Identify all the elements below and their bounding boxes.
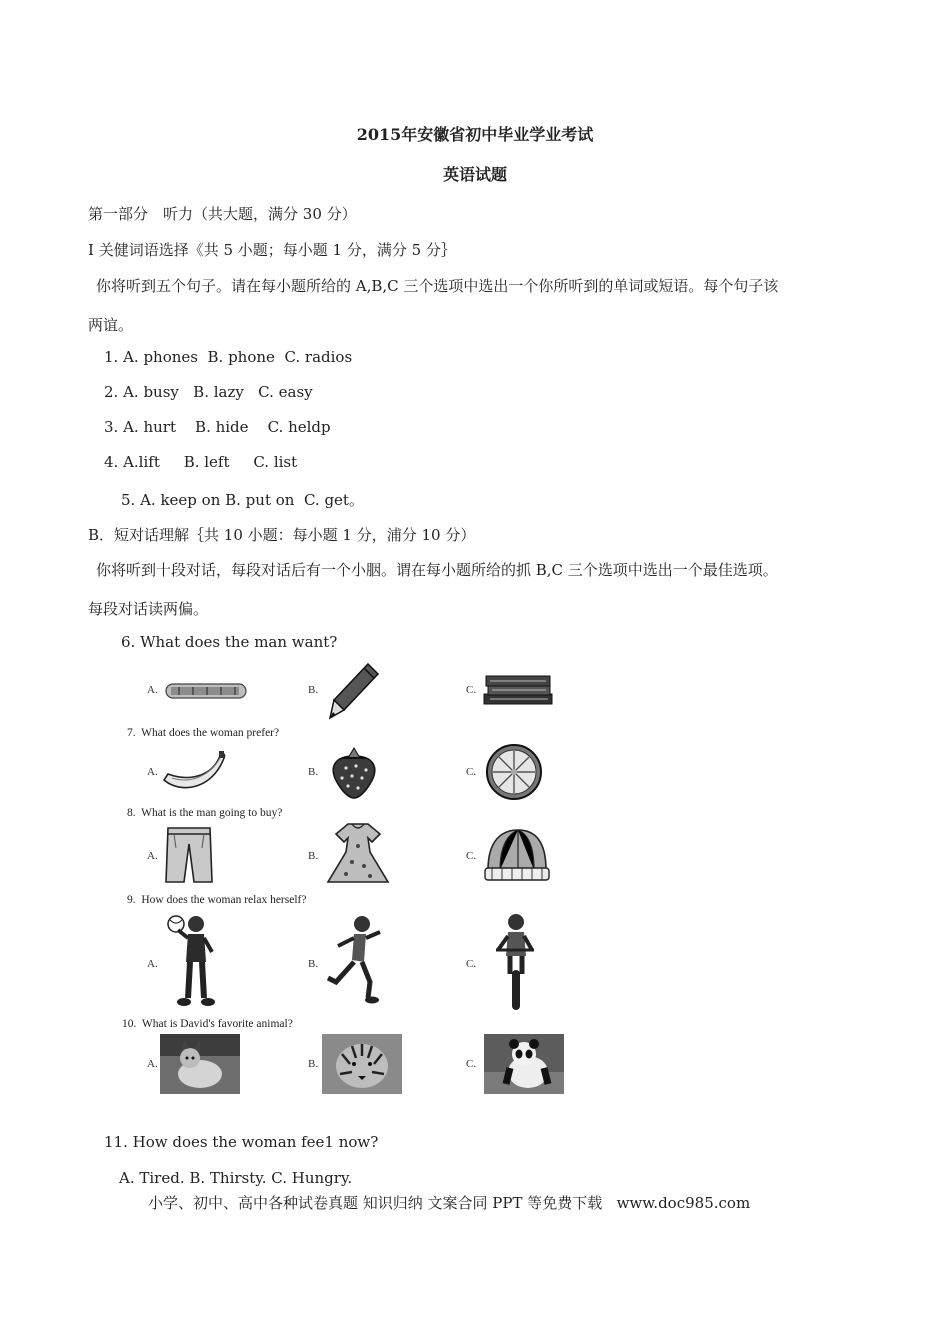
footer-note: 小学、初中、高中各种试卷真题 知识归纳 文案合同 PPT 等免费下载 www.doc985.com: [148, 1194, 751, 1212]
option-letter: C.: [466, 958, 477, 970]
option-letter: A.: [147, 958, 158, 970]
orange-icon: [484, 742, 544, 802]
dress-icon: [326, 822, 390, 886]
hat-icon: [482, 826, 552, 884]
pencil-icon: [328, 662, 380, 722]
volleyball-girl-icon: [166, 912, 222, 1012]
section-b-instruction: 你将听到十段对话，每段对话后有一个小胭。谓在每小题所给的抓 B,C 三个选项中选出一个最佳选项。: [96, 561, 778, 579]
option-letter: C.: [466, 850, 477, 862]
option-letter: A.: [147, 1058, 158, 1070]
exam-title: 2015年安徽省初中毕业学业考试: [356, 125, 594, 144]
section-a-heading: I 关健词语选择《共 5 小题；每小题 1 分，满分 5 分｝: [88, 241, 456, 259]
section-b-heading: B．短对话理解｛共 10 小题：每小题 1 分，浦分 10 分）: [88, 526, 476, 544]
question-2: 2. A. busy B. lazy C. easy: [104, 383, 313, 401]
running-girl-icon: [324, 912, 388, 1004]
question-11: 11. How does the woman fee1 now?: [104, 1133, 379, 1151]
option-letter: A.: [147, 850, 158, 862]
option-letter: B.: [308, 766, 319, 778]
question-9: 9. How does the woman relax herself?: [127, 894, 307, 906]
option-letter: C.: [466, 684, 477, 696]
question-5: 5. A. keep on B. put on C. get。: [121, 491, 364, 509]
section-b-instruction-cont: 每段对话读两偏。: [88, 600, 209, 618]
question-4: 4. A.lift B. left C. list: [104, 453, 298, 471]
question-3: 3. A. hurt B. hide C. heldp: [104, 418, 331, 436]
question-7: 7. What does the woman prefer?: [127, 727, 280, 739]
banana-icon: [160, 750, 230, 794]
ruler-icon: [165, 680, 249, 702]
section-a-instruction: 你将听到五个句子。请在每小题所给的 A,B,C 三个选项中选出一个你所听到的单词或短语。每个句子该: [96, 277, 779, 295]
strawberry-icon: [326, 744, 382, 800]
option-letter: B.: [308, 1058, 319, 1070]
option-letter: A.: [147, 766, 158, 778]
part-heading: 第一部分 听力（共大题，满分 30 分）: [88, 205, 357, 223]
question-10: 10. What is David's favorite animal?: [122, 1018, 293, 1030]
option-letter: C.: [466, 1058, 477, 1070]
question-8: 8. What is the man going to buy?: [127, 807, 283, 819]
option-letter: B.: [308, 684, 319, 696]
section-a-instruction-cont: 两谊。: [88, 316, 134, 334]
books-icon: [480, 672, 556, 708]
question-1: 1. A. phones B. phone C. radios: [104, 348, 353, 366]
exam-subtitle: 英语试题: [442, 165, 507, 184]
cycling-girl-icon: [492, 910, 538, 1014]
dog-photo-icon: [160, 1034, 240, 1094]
option-letter: A.: [147, 684, 158, 696]
question-11-options: A. Tired. B. Thirsty. C. Hungry.: [119, 1169, 353, 1187]
question-6: 6. What does the man want?: [121, 633, 338, 651]
panda-photo-icon: [484, 1034, 564, 1094]
option-letter: C.: [466, 766, 477, 778]
option-letter: B.: [308, 850, 319, 862]
option-letter: B.: [308, 958, 319, 970]
tiger-photo-icon: [322, 1034, 402, 1094]
trousers-icon: [164, 826, 214, 884]
